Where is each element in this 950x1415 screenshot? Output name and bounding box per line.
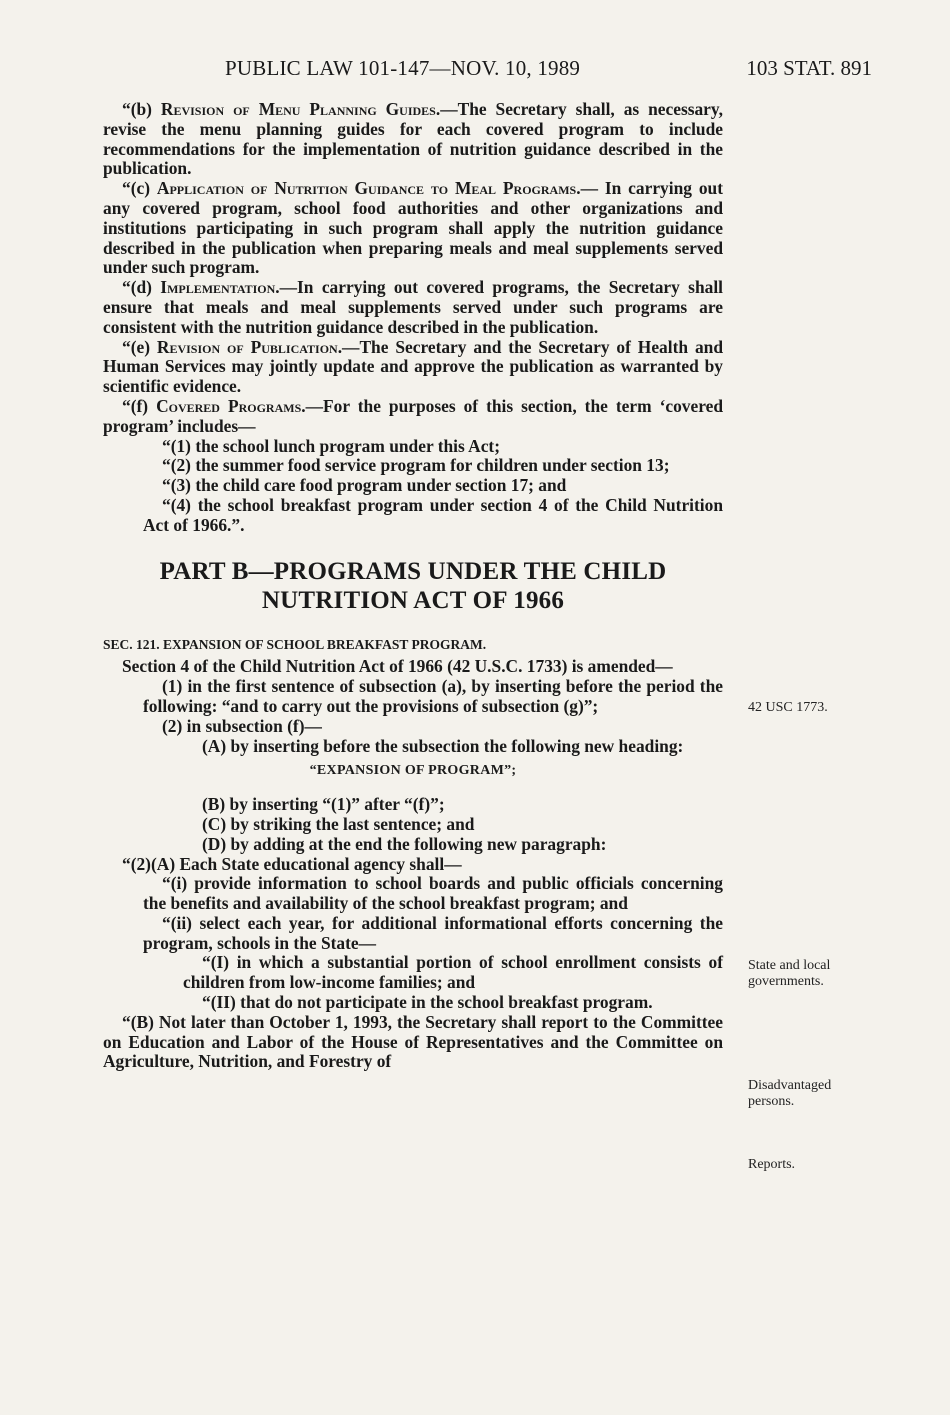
subsection-f: “(f) Covered Programs.—For the purposes of this section, the term ‘covered program’ includes—: [103, 395, 723, 436]
clause-i: “(i) provide information to school boards and public officials concerning the benefits and availability of the school breakfast program; and: [143, 873, 723, 914]
subsection-f-heading: Covered Programs: [156, 395, 302, 416]
subclause-I: “(I) in which a substantial portion of school enrollment consists of children from low-income families; and: [183, 952, 723, 993]
amendment-item-b: (B) by inserting “(1)” after “(f)”;: [202, 794, 445, 815]
body-text: [103, 100, 723, 1072]
margin-note-usc: 42 USC 1773.: [748, 700, 828, 715]
subsection-b-heading: Revision of Menu Planning Guides: [160, 99, 436, 119]
amendment-item-2: (2) in subsection (f)—: [162, 715, 322, 736]
part-title-line-1: PART B—PROGRAMS UNDER THE CHILD: [159, 557, 667, 585]
inserted-heading: “EXPANSION OF PROGRAM”;: [309, 763, 517, 779]
subsection-d: “(d) Implementation.—In carrying out covered programs, the Secretary shall ensure that meals and meal supplements served under such programs are consistent with the nutrition guidance described in the publication.: [103, 277, 723, 337]
amendment-item-1: (1) in the first sentence of subsection (a), by inserting before the period the following: “and to carry out the provisions of subsection (g)”;: [143, 676, 723, 716]
covered-program-1: “(1) the school lunch program under this Act;: [162, 435, 501, 456]
subsection-c: “(c) Application of Nutrition Guidance to Meal Programs.— In carrying out any covered program, school food authorities and other organizations and institutions participating in such program shall apply the nutrition guidance described in the publication when preparing meals and meal supplements served under such program.: [103, 178, 723, 278]
covered-program-3: “(3) the child care food program under section 17; and: [162, 475, 567, 496]
paragraph-2a: “(2)(A) Each State educational agency shall—: [122, 853, 462, 874]
subsection-e-heading: Revision of Publication: [156, 336, 338, 357]
covered-program-4: “(4) the school breakfast program under section 4 of the Child Nutrition Act of 1966.”.: [143, 494, 723, 535]
margin-note-disadvantaged: Disadvantaged persons.: [748, 1078, 832, 1109]
amendment-item-d: (D) by adding at the end the following new paragraph:: [202, 833, 607, 854]
subsection-e: “(e) Revision of Publication.—The Secretary and the Secretary of Health and Human Services may jointly update and approve the publication as warranted by scientific evidence.: [103, 336, 723, 397]
section-intro: Section 4 of the Child Nutrition Act of 1966 (42 U.S.C. 1733) is amended—: [122, 656, 673, 677]
amendment-item-a: (A) by inserting before the subsection the following new heading:: [202, 735, 684, 756]
section-heading: SEC. 121. EXPANSION OF SCHOOL BREAKFAST PROGRAM.: [103, 636, 487, 652]
subclause-II: “(II) that do not participate in the school breakfast program.: [202, 992, 653, 1013]
subsection-d-heading: Implementation: [160, 277, 276, 298]
amendment-item-c: (C) by striking the last sentence; and: [202, 813, 475, 834]
part-title: [103, 557, 723, 615]
clause-ii: “(ii) select each year, for additional informational efforts concerning the program, schools in the State—: [143, 912, 723, 953]
running-header-title: PUBLIC LAW 101-147—NOV. 10, 1989: [225, 56, 581, 80]
subsection-c-heading: Application of Nutrition Guidance to Meal Programs: [156, 178, 577, 199]
margin-note-state-local: State and local governments.: [748, 958, 831, 989]
subsection-b: “(b) Revision of Menu Planning Guides.—The Secretary shall, as necessary, revise the menu planning guides for each covered program to include recommendations for the implementation of nutrition guidance described in the publication.: [103, 99, 723, 179]
running-header-stat-page: 103 STAT. 891: [746, 56, 872, 80]
paragraph-2b: “(B) Not later than October 1, 1993, the Secretary shall report to the Committee on Education and Labor of the House of Representatives and the Committee on Agriculture, Nutrition, and Forestry of: [103, 1011, 723, 1072]
part-title-line-2: NUTRITION ACT OF 1966: [261, 586, 565, 614]
covered-program-2: “(2) the summer food service program for children under section 13;: [162, 455, 670, 476]
margin-note-reports: Reports.: [748, 1157, 796, 1172]
